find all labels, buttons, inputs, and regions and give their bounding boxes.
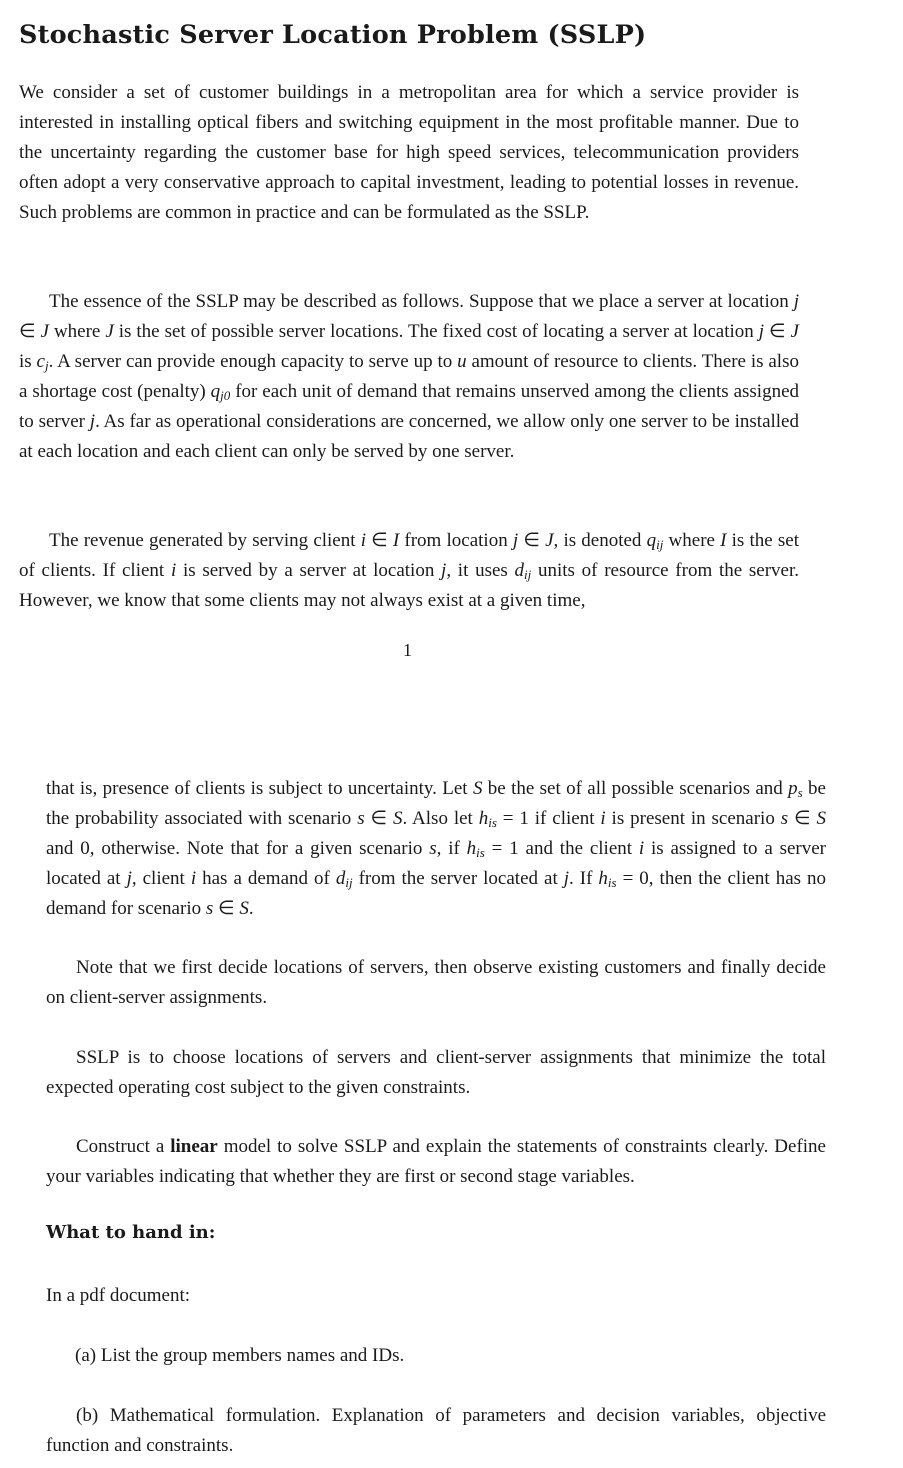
paragraph-task <box>46 1132 826 1192</box>
page-1 <box>0 0 903 700</box>
hand-in-intro: In a pdf document: <box>46 1285 191 1306</box>
task-keyword-linear: linear <box>170 1136 218 1157</box>
paragraph-essence: The essence of the SSLP may be described as follows. Suppose that we place a server at location j ∈ J where J is the set of possible server locations. The fixed cost of locating a server at location j ∈ J is $c_j$. A server can provide enough capacity to serve up to u amount of resource to clients. There is also a shortage cost (penalty) $q_{j0}$ for each unit of demand that remains unserved among the clients assigned to server j. As far as operational considerations are concerned, we allow only one server to be installed at each location and each client can only be served by one server. <box>19 291 799 462</box>
hand-in-item-b: (b) Mathematical formulation. Explanation of parameters and decision variables, objective function and constraints. <box>46 1405 826 1456</box>
document-title: Stochastic Server Location Problem (SSLP) <box>19 20 647 50</box>
paragraph-objective: SSLP is to choose locations of servers and client-server assignments that minimize the total expected operating cost subject to the given constraints. <box>46 1047 826 1098</box>
paragraph-intro: We consider a set of customer buildings in a metropolitan area for which a service provider is interested in installing optical fibers and switching equipment in the most profitable manner. Due to the uncertainty regarding the customer base for high speed services, telecommunication providers often adopt a very conservative approach to capital investment, leading to potential losses in revenue. Such problems are common in practice and can be formulated as the SSLP. <box>19 82 799 223</box>
page-number: 1 <box>403 640 412 660</box>
task-text-start: Construct a <box>76 1136 171 1157</box>
task-text-end: model to solve SSLP and explain the statements of constraints clearly. Define your variables indicating that whether they are first or second stage variables. <box>46 1136 826 1187</box>
hand-in-heading: What to hand in: <box>46 1222 216 1243</box>
paragraph-scenarios: that is, presence of clients is subject to uncertainty. Let S be the set of all possible scenarios and $p_s$ be the probability associated with scenario s ∈ S. Also let $h_{is} = 1$ if client i is present in scenario s ∈ S and 0, otherwise. Note that for a given scenario s, if $h_{is} = 1$ and the client i is assigned to a server located at j, client i has a demand of $d_{ij}$ from the server located at j. If $h_{is} = 0$, then the client has no demand for scenario s ∈ S. <box>46 778 827 919</box>
paragraph-decision-order: Note that we first decide locations of servers, then observe existing customers and finally decide on client-server assignments. <box>46 957 826 1008</box>
paragraph-revenue: The revenue generated by serving client i ∈ I from location j ∈ J, is denoted $q_{ij}$ where I is the set of clients. If client i is served by a server at location j, it uses $d_{ij}$ units of resource from the server. However, we know that some clients may not always exist at a given time, <box>19 530 800 611</box>
page-2 <box>0 700 903 1468</box>
hand-in-item-a: (a) List the group members names and IDs. <box>75 1345 405 1366</box>
